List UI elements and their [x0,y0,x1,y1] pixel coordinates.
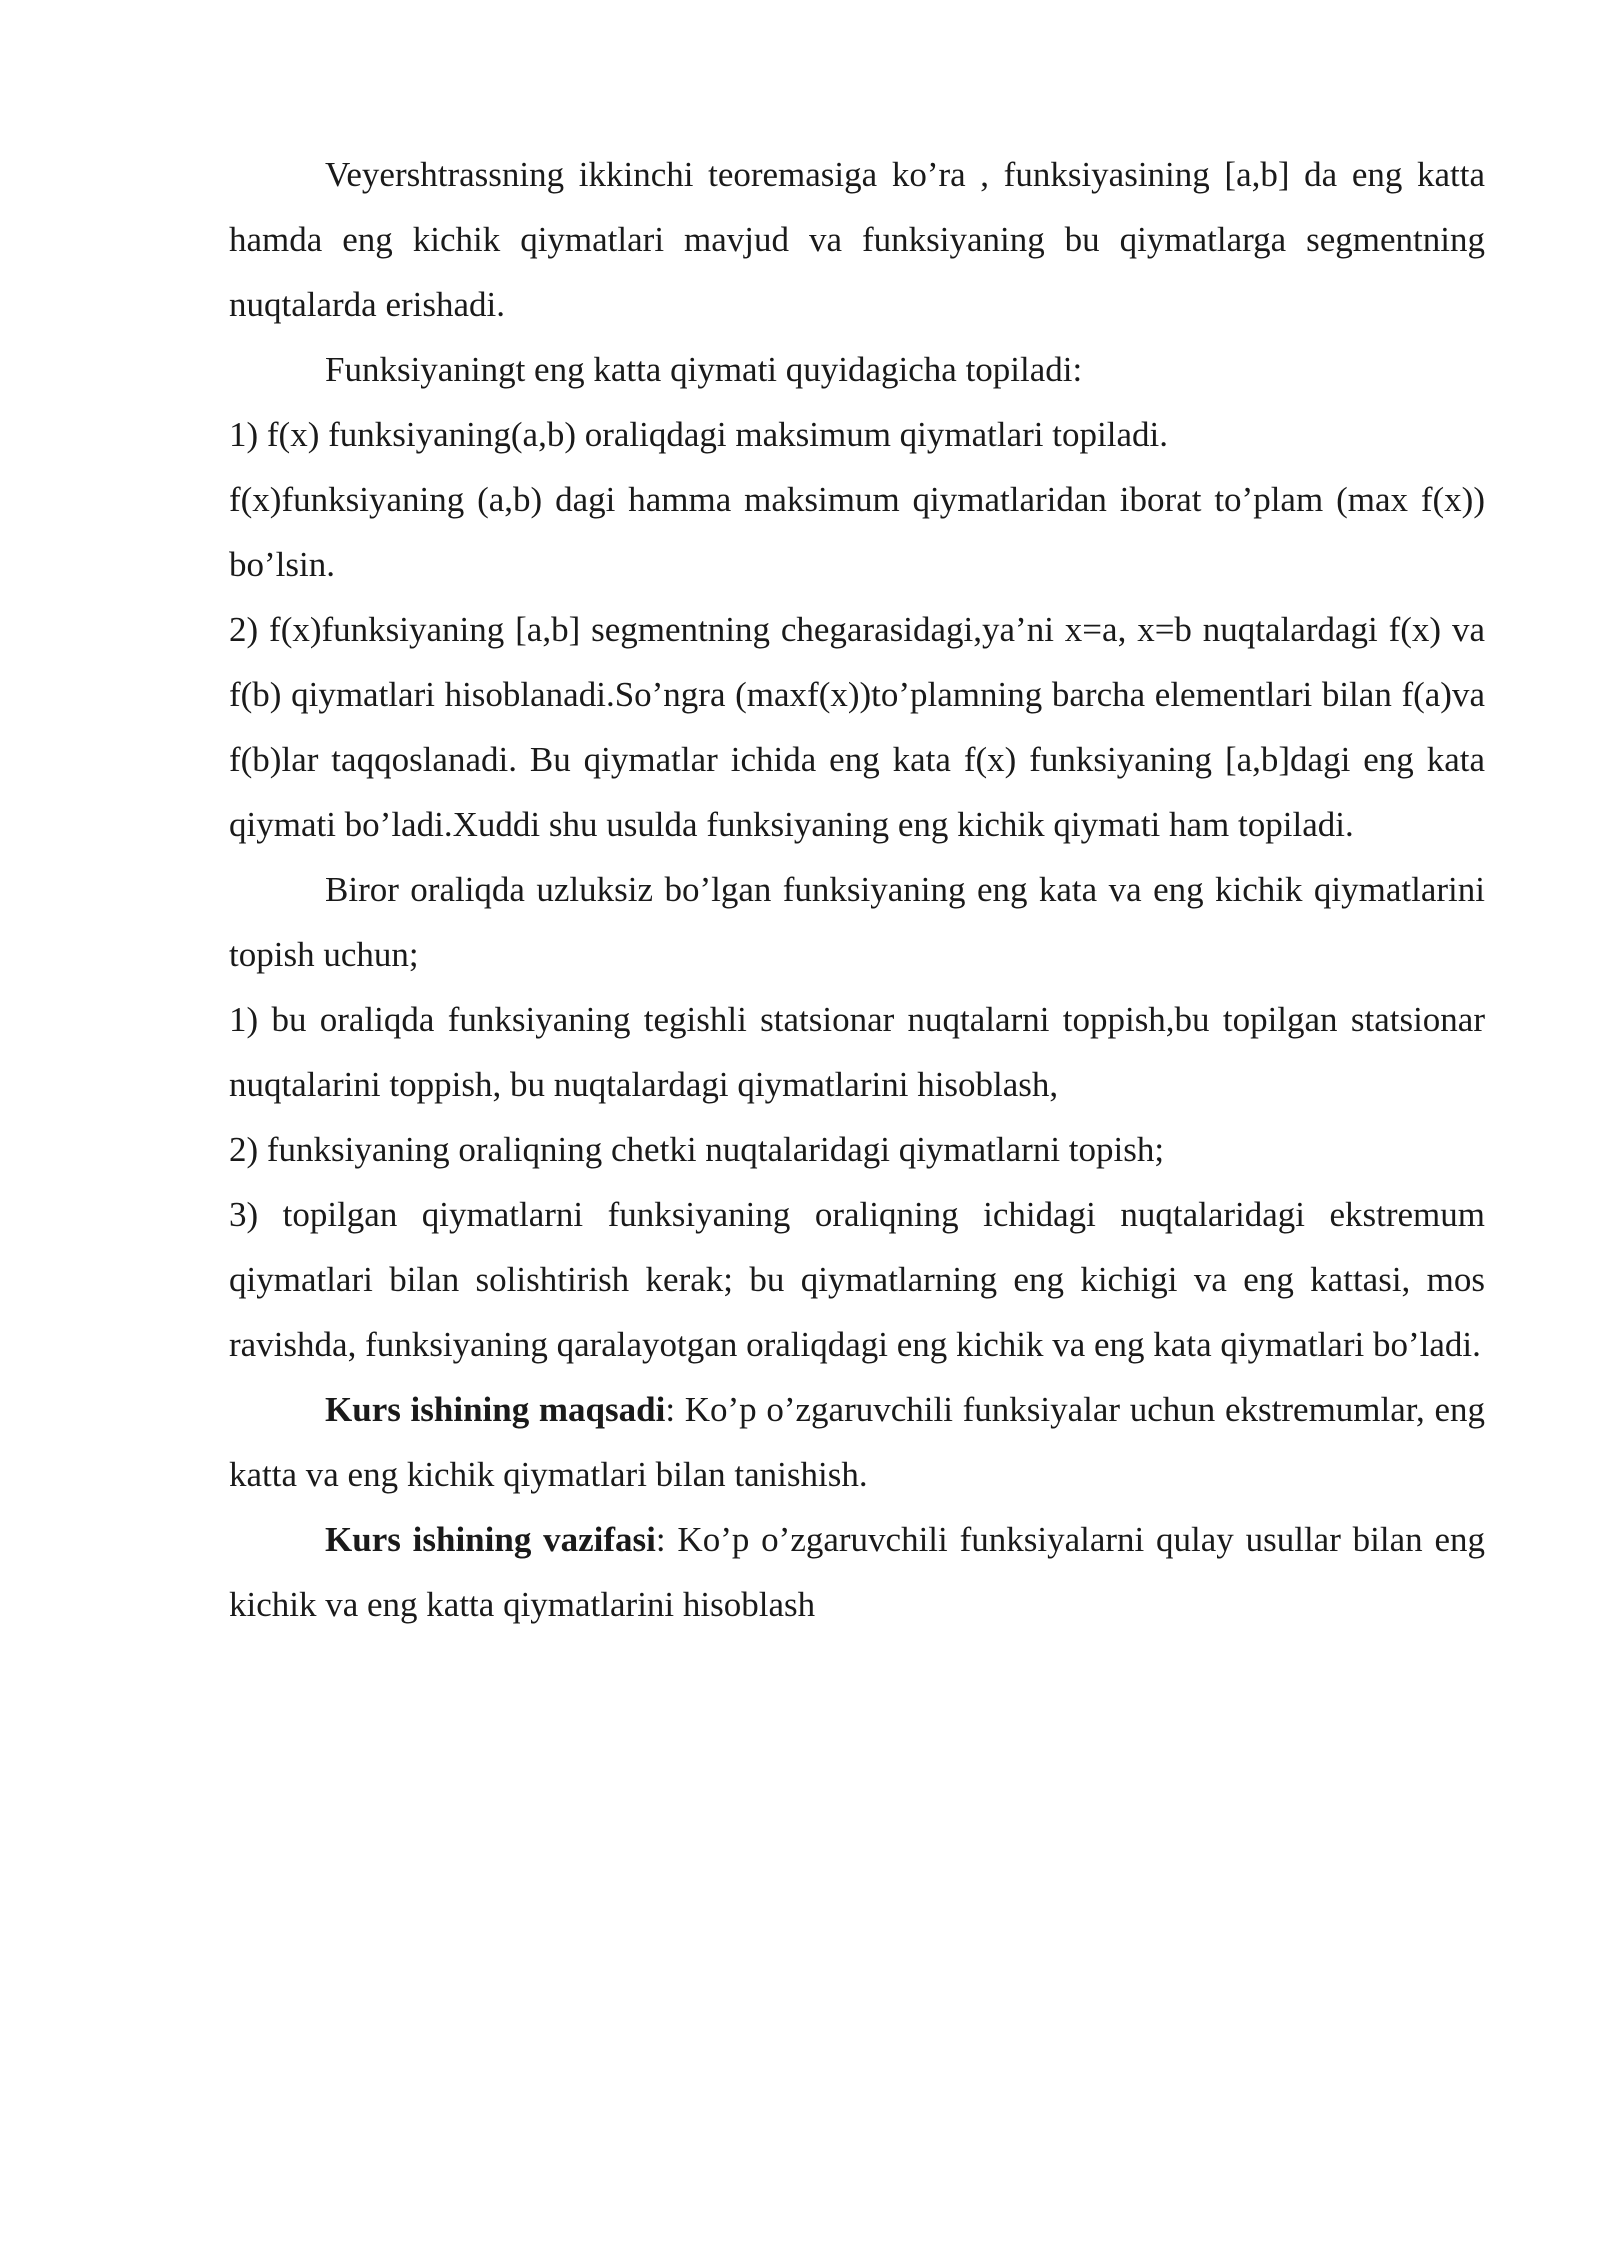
list-item-endpoints: 2) funksiyaning oraliqning chetki nuqtalaridagi qiymatlarni topish; [229,1130,1165,1169]
list-item-step-1: 1) f(x) funksiyaning(a,b) oraliqdagi maksimum qiymatlari topiladi. [229,415,1168,454]
paragraph-course-goal [229,1377,1485,1507]
course-task-label: Kurs ishining vazifasi [325,1520,656,1559]
list-item-step-2: 2) f(x)funksiyaning [a,b] segmentning chegarasidagi,ya’ni x=a, x=b nuqtalardagi f(x) va f(b) qiymatlari hisoblanadi.So’ngra (maxf(x))to’plamning barcha elementlari bilan f(a)va f(b)lar taqqoslanadi. Bu qiymatlar ichida eng kata f(x) funksiyaning [a,b]dagi eng kata qiymati bo’ladi.Xuddi shu usulda funksiyaning eng kichik qiymati ham topiladi. [229,610,1485,844]
paragraph-course-task [229,1507,1485,1637]
list-item-compare-extrema: 3) topilgan qiymatlarni funksiyaning oraliqning ichidagi nuqtalaridagi ekstremum qiymatlari bilan solishtirish kerak; bu qiymatlarning eng kichigi va eng kattasi, mos ravishda, funksiyaning qaralayotgan oraliqdagi eng kichik va eng kata qiymatlari bo’ladi. [229,1195,1485,1364]
paragraph-continuous-interval: Biror oraliqda uzluksiz bo’lgan funksiyaning eng kata va eng kichik qiymatlarini topish uchun; [229,870,1485,974]
course-task-text: : Ko’p o’zgaruvchili funksiyalarni qulay usullar bilan eng kichik va eng katta qiymatlarini hisoblash [229,1520,1485,1624]
paragraph-max-value-intro: Funksiyaningt eng katta qiymati quyidagicha topiladi: [325,350,1083,389]
document-body [229,142,1485,1637]
course-goal-label: Kurs ishining maqsadi [325,1390,666,1429]
list-item-stationary-points: 1) bu oraliqda funksiyaning tegishli statsionar nuqtalarni toppish,bu topilgan statsionar nuqtalarini toppish, bu nuqtalardagi qiymatlarini hisoblash, [229,1000,1485,1104]
paragraph-weierstrass-theorem: Veyershtrassning ikkinchi teoremasiga ko’ra , funksiyasining [a,b] da eng katta hamda eng kichik qiymatlari mavjud va funksiyaning bu qiymatlarga segmentning nuqtalarda erishadi. [229,155,1485,324]
course-goal-text: : Ko’p o’zgaruvchili funksiyalar uchun ekstremumlar, eng katta va eng kichik qiymatlari bilan tanishish. [229,1390,1485,1494]
paragraph-max-set: f(x)funksiyaning (a,b) dagi hamma maksimum qiymatlaridan iborat to’plam (max f(x)) bo’lsin. [229,480,1485,584]
